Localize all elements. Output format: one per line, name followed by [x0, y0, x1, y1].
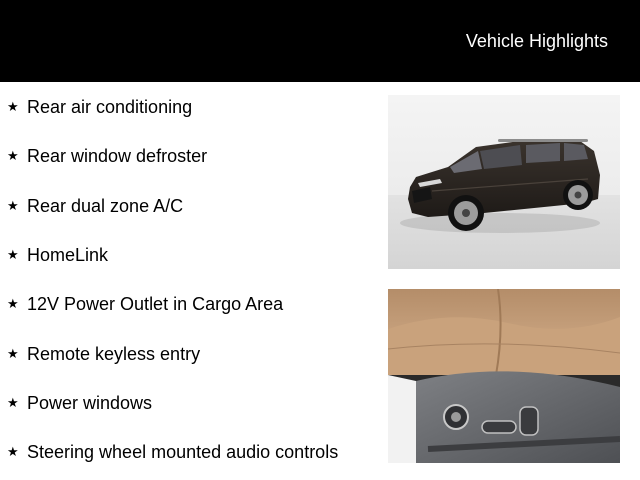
star-icon: ★ [7, 198, 19, 214]
feature-label: Rear window defroster [27, 145, 208, 166]
feature-label: Steering wheel mounted audio controls [27, 441, 339, 462]
feature-label: HomeLink [27, 244, 109, 265]
page-title: Vehicle Highlights [465, 31, 608, 51]
feature-item [7, 388, 152, 418]
feature-item [7, 141, 207, 171]
feature-item [7, 339, 200, 369]
feature-label: Power windows [27, 392, 153, 413]
feature-label: Rear air conditioning [27, 96, 193, 117]
star-icon: ★ [7, 99, 19, 115]
vehicle-exterior-photo [388, 95, 620, 269]
seat-controls-photo [388, 289, 620, 463]
star-icon: ★ [7, 148, 19, 164]
star-icon: ★ [7, 395, 19, 411]
feature-item [7, 191, 183, 221]
star-icon: ★ [7, 346, 19, 362]
header-bar [0, 0, 640, 82]
feature-label: Rear dual zone A/C [27, 195, 184, 216]
feature-item [7, 240, 108, 270]
star-icon: ★ [7, 444, 19, 460]
star-icon: ★ [7, 247, 19, 263]
feature-label: Remote keyless entry [27, 343, 201, 364]
star-icon: ★ [7, 296, 19, 312]
feature-item [7, 289, 283, 319]
feature-item [7, 437, 338, 467]
feature-item [7, 92, 192, 122]
feature-label: 12V Power Outlet in Cargo Area [27, 293, 284, 314]
